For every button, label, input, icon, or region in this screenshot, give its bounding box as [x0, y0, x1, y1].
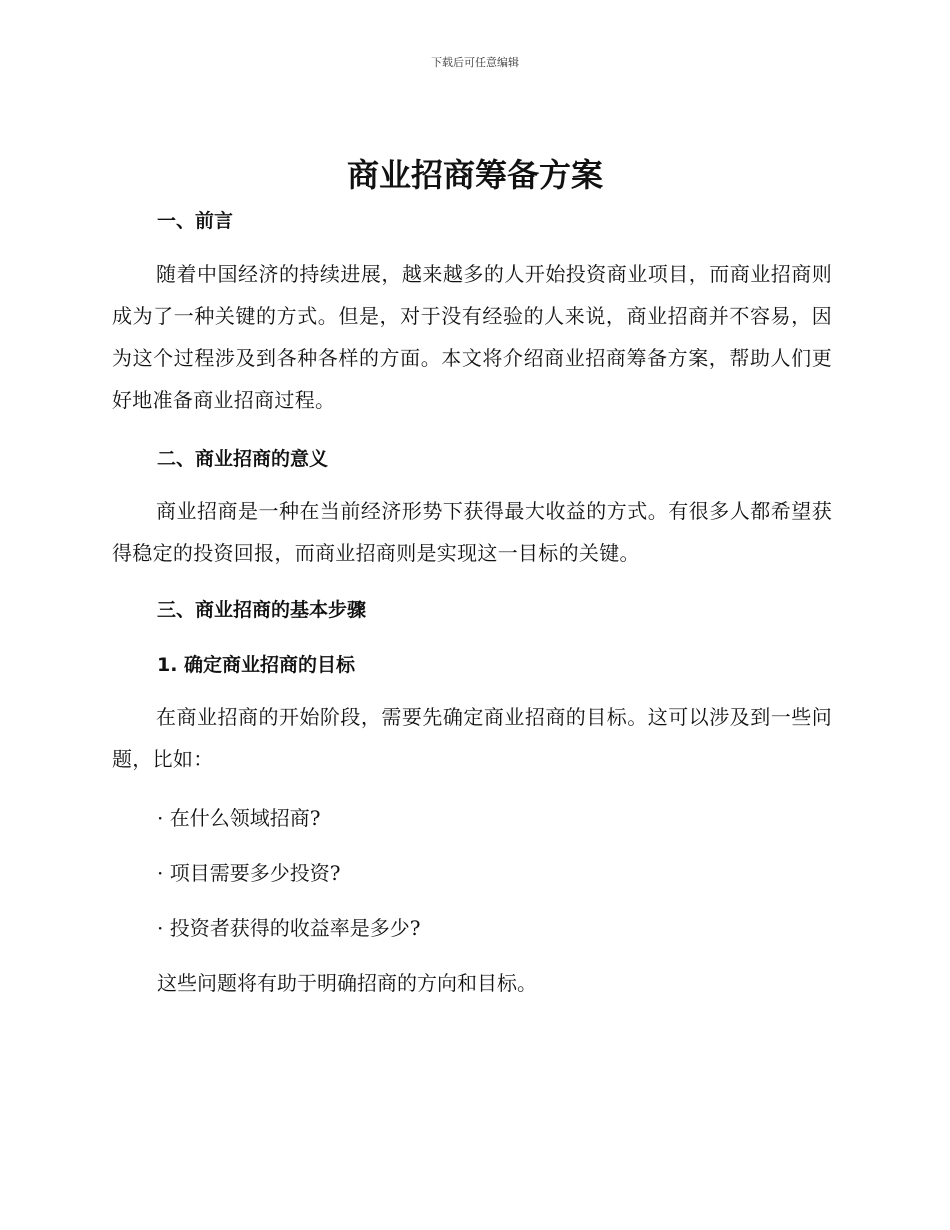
bullet-item: · 投资者获得的收益率是多少? [157, 916, 421, 940]
paragraph-preface: 随着中国经济的持续进展，越来越多的人开始投资商业项目，而商业招商则成为了一种关键的方式。但是，对于没有经验的人来说，商业招商并不容易，因为这个过程涉及到各种各样的方面。本文将介绍商业招商筹备方案，帮助人们更好地准备商业招商过程。 [112, 262, 832, 412]
paragraph-determine-goal: 在商业招商的开始阶段，需要先确定商业招商的目标。这可以涉及到一些问题，比如： [112, 705, 832, 771]
section-heading-basic-steps: 三、商业招商的基本步骤 [157, 599, 367, 621]
bullet-item: · 在什么领域招商? [157, 806, 321, 830]
document-title: 商业招商筹备方案 [346, 156, 603, 194]
subheading-determine-goal: 1. 确定商业招商的目标 [157, 654, 356, 676]
paragraph-significance: 商业招商是一种在当前经济形势下获得最大收益的方式。有很多人都希望获得稳定的投资回报，而商业招商则是实现这一目标的关键。 [112, 499, 832, 565]
bullet-item: · 项目需要多少投资? [157, 861, 341, 885]
section-heading-significance: 二、商业招商的意义 [157, 448, 329, 470]
closing-paragraph: 这些问题将有助于明确招商的方向和目标。 [157, 971, 537, 995]
header-note: 下载后可任意编辑 [431, 56, 519, 69]
section-heading-preface: 一、前言 [157, 210, 234, 232]
